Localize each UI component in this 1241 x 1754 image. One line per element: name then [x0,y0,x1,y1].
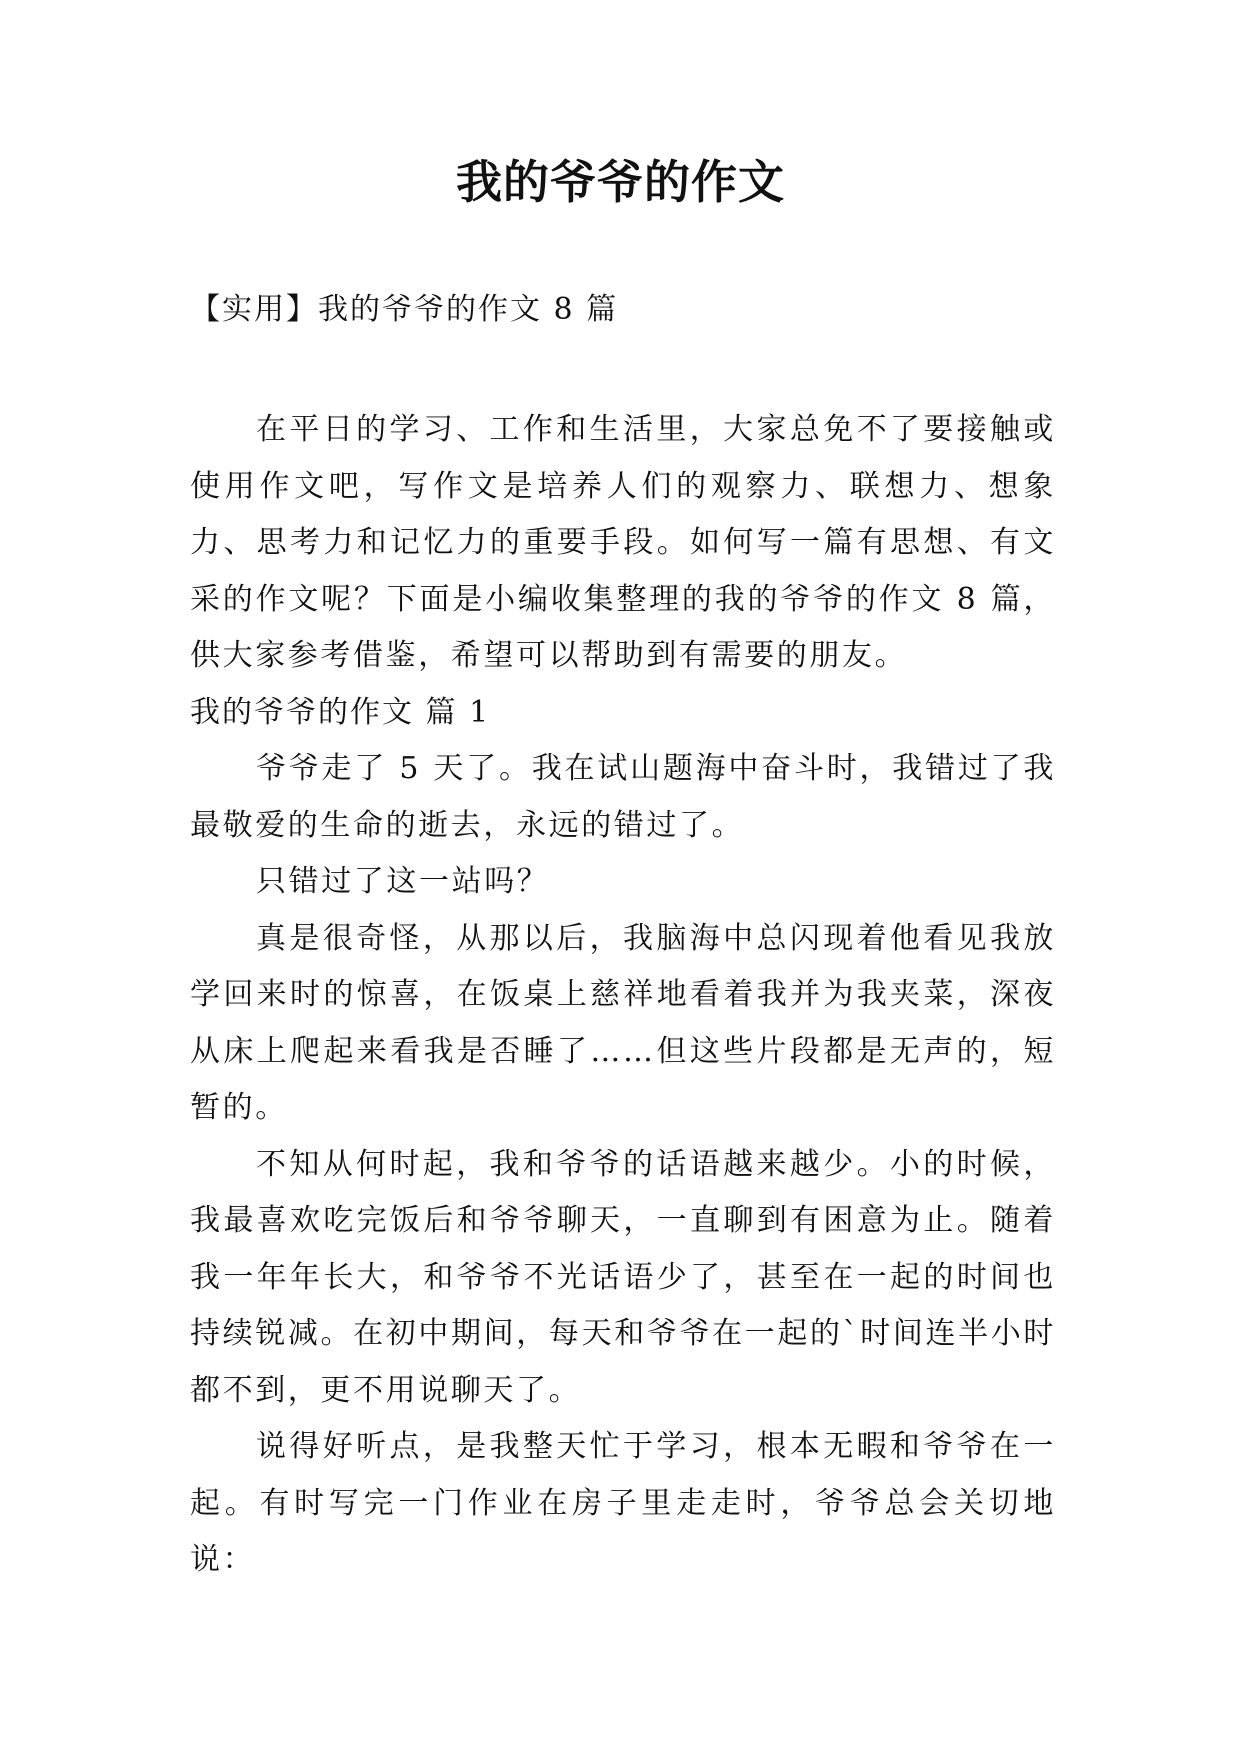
body-paragraph: 说得好听点，是我整天忙于学习，根本无暇和爷爷在一起。有时写完一门作业在房子里走走时，爷爷总会关切地说： [190,1429,1056,1577]
document-body [190,402,1056,1589]
section-heading: 我的爷爷的作文 篇 1 [190,694,491,730]
body-paragraph: 不知从何时起，我和爷爷的话语越来越少。小的时候，我最喜欢吃完饭后和爷爷聊天，一直聊到有困意为止。随着我一年年长大，和爷爷不光话语少了，甚至在一起的时间也持续锐减。在初中期间，每天和爷爷在一起的`时间连半小时都不到，更不用说聊天了。 [190,1146,1056,1408]
document-title: 我的爷爷的作文 [456,155,785,209]
body-paragraph: 真是很奇怪，从那以后，我脑海中总闪现着他看见我放学回来时的惊喜，在饭桌上慈祥地看着我并为我夹菜，深夜从床上爬起来看我是否睡了……但这些片段都是无声的，短暂的。 [190,920,1056,1125]
body-paragraph: 只错过了这一站吗？ [256,864,550,899]
intro-paragraph: 在平日的学习、工作和生活里，大家总免不了要接触或使用作文吧，写作文是培养人们的观察力、联想力、想象力、思考力和记忆力的重要手段。如何写一篇有思想、有文采的作文呢？下面是小编收集整理的我的爷爷的作文 8 篇，供大家参考借鉴，希望可以帮助到有需要的朋友。 [190,412,1056,673]
document-subtitle: 【实用】我的爷爷的作文 8 篇 [190,292,619,327]
body-paragraph: 爷爷走了 5 天了。我在试山题海中奋斗时，我错过了我最敬爱的生命的逝去，永远的错过了。 [190,751,1056,843]
